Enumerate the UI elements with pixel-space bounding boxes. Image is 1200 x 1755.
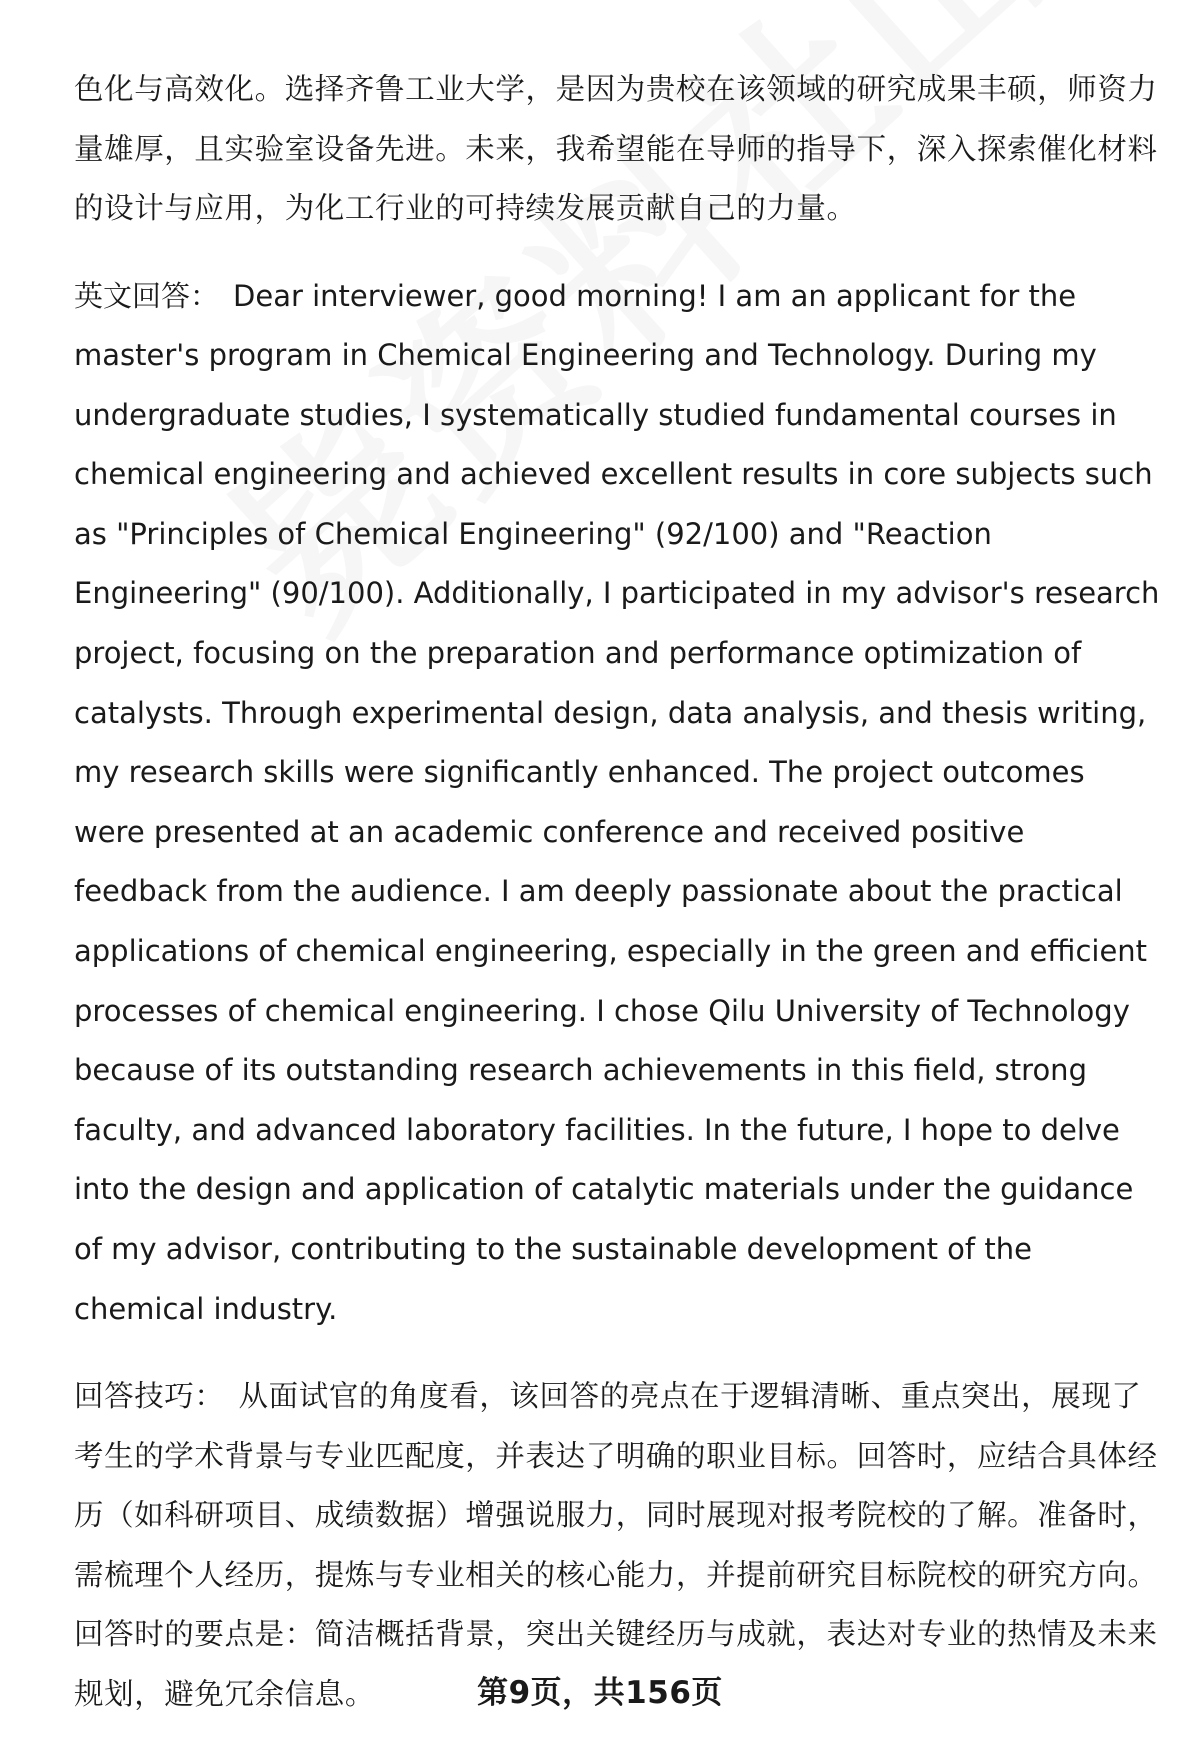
chinese-answer-continued: 色化与高效化。选择齐鲁工业大学，是因为贵校在该领域的研究成果丰硕，师资力量雄厚，且实验室设备先进。未来，我希望能在导师的指导下，深入探索催化材料的设计与应用，为化工行业的可持续发展贡献自己的力量。 bbox=[74, 72, 1158, 225]
answer-tips-label: 回答技巧： bbox=[74, 1379, 225, 1414]
answer-tips-text: 从面试官的角度看，该回答的亮点在于逻辑清晰、重点突出，展现了考生的学术背景与专业匹配度，并表达了明确的职业目标。回答时，应结合具体经历（如科研项目、成绩数据）增强说服力，同时展现对报考院校的了解。准备时，需梳理个人经历，提炼与专业相关的核心能力，并提前研究目标院校的研究方向。回答时的要点是：简洁概括背景，突出关键经历与成就，表达对专业的热情及未来规划，避免冗余信息。 bbox=[74, 1379, 1158, 1711]
english-answer-text: Dear interviewer, good morning! I am an applicant for the master's program in Chemical Engineering and Technology. During my undergraduate studies, I systematically studied fundamental courses in chemical engineering and achieved excellent results in core subjects such as "Principles of Chemical Engineering" (92/100) and "Reaction Engineering" (90/100). Additionally, I participated in my advisor's research project, focusing on the preparation and performance optimization of catalysts. Through experimental design, data analysis, and thesis writing, my research skills were significantly enhanced. The project outcomes were presented at an academic conference and received positive feedback from the audience. I am deeply passionate about the practical applications of chemical engineering, especially in the green and efficient processes of chemical engineering. I chose Qilu University of Technology because of its outstanding research achievements in this field, strong faculty, and advanced laboratory facilities. In the future, I hope to delve into the design and application of catalytic materials under the guidance of my advisor, contributing to the sustainable development of the chemical industry. bbox=[74, 278, 1160, 1326]
page-content bbox=[74, 60, 1164, 1724]
english-answer-paragraph bbox=[74, 267, 1164, 1340]
page-number-footer: 第9页，共156页 bbox=[477, 1675, 723, 1711]
english-answer-label: 英文回答： bbox=[74, 278, 220, 313]
